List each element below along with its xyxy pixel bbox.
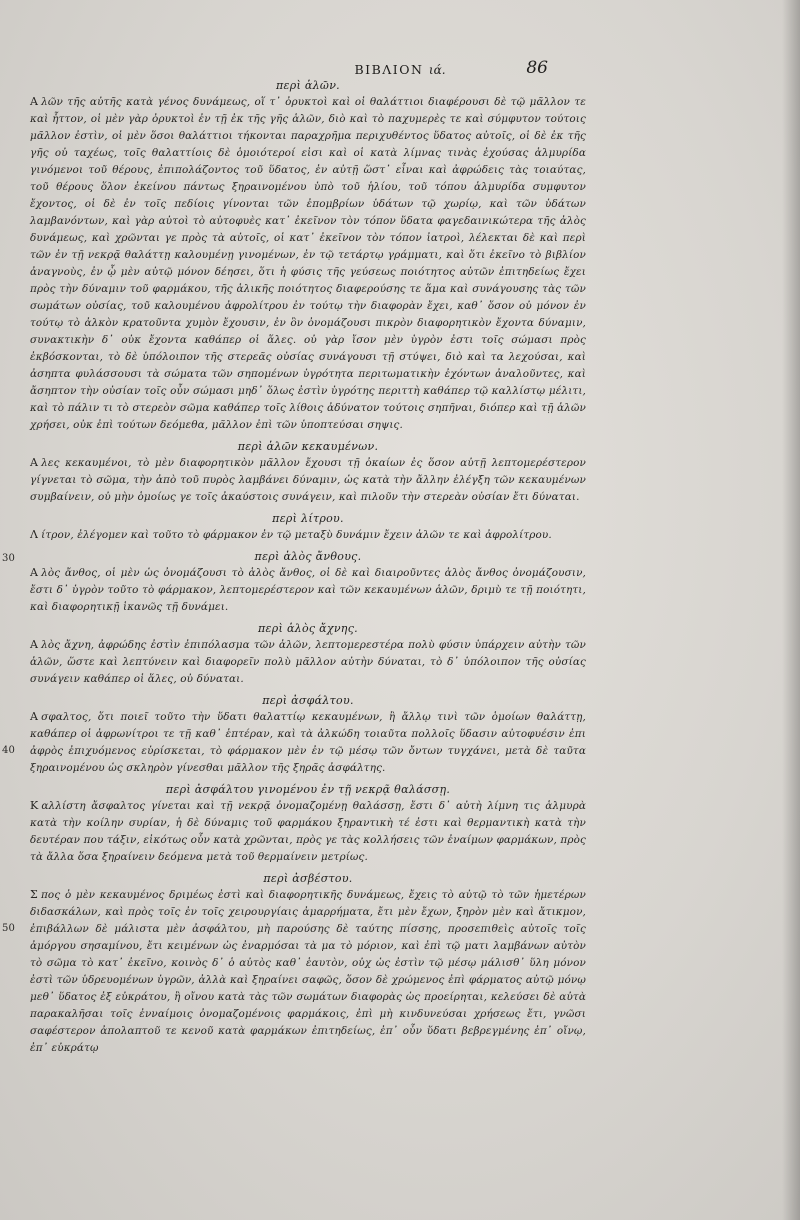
section-paragraph (30, 93, 586, 434)
running-head (0, 62, 800, 77)
paragraph-initial: Κ (30, 799, 39, 812)
section-heading: περὶ ἀσφάλτου γινομένου ἐν τῇ νεκρᾷ θαλάσσῃ. (165, 783, 451, 796)
paragraph-text: λες κεκαυμένοι, τὸ μὲν διαφορητικὸν μᾶλλον ἔχουσι τῇ ὀκαίων ἐς ὅσον αὐτῇ λεπτομερέστερον γίγνεται τὸ σῶμα, τὴν ἀπὸ τοῦ πυρὸς λαμβάνει δύναμιν, ὡς κατὰ τὴν ἄλλην ἐλέγξη τῶν κεκαυμένων συμβαίνειν, οὐ μὴν ὁμοίως γε τοῖς ἀκαύστοις συνάγειν, καὶ πιλοῦν τὴν στερεὰν οὐσίαν ἔτι δύναται. (30, 457, 586, 503)
paragraph-initial: Α (30, 710, 39, 723)
section-heading: περὶ λίτρου. (272, 512, 344, 525)
paragraph-initial: Σ (30, 888, 38, 901)
section-paragraph (30, 797, 586, 866)
section-paragraph (30, 454, 586, 506)
paragraph-text: ίτρον, ἐλέγομεν καὶ τοῦτο τὸ φάρμακον ἐν τῷ μεταξὺ δυνάμιν ἔχειν ἁλῶν τε καὶ ἀφρολίτρου. (41, 529, 552, 541)
section-paragraph (30, 526, 586, 544)
section-heading: περὶ ἁλὸς ἄχνης. (258, 622, 358, 635)
section-paragraph (2, 708, 586, 777)
paragraph-initial: Α (30, 638, 39, 651)
paragraph-initial: Λ (30, 528, 39, 541)
paragraph-text: αλλίστη ἄσφαλτος γίνεται καὶ τῇ νεκρᾷ ὀνομαζομένῃ θαλάσσῃ, ἔστι δ᾽ αὐτὴ λίμνη τις ἁλμυρὰ κατὰ τὴν κοίλην συρίαν, ἡ δὲ δύναμις τοῦ φαρμάκου ξηραντικὴ τέ ἐστι καὶ θερμαντικὴ κατὰ τὴν δευτέραν που τάξιν, εἰκότως οὖν κατὰ χρῶνται, πρὸς γε τὰς κολλήσεις τῶν ἐναίμων φαρμάκων, πρὸς τὰ ἄλλα ὅσα ξηραίνειν δεόμενα μετὰ τοῦ θερμαίνειν μετρίως. (30, 800, 586, 863)
paragraph-text: λὸς ἄχνη, ἀφρώδης ἐστὶν ἐπιπόλασμα τῶν ἁλῶν, λεπτομερεστέρα πολὺ φύσιν ὑπάρχειν αὐτὴν τῶν ἁλῶν, ὥστε καὶ λεπτύνειν καὶ διαφορεῖν πολὺ μᾶλλον αὐτὴν δύναται, τὸ δ᾽ ὑπόλοιπον τῆς οὐσίας συνάγειν καθάπερ οἱ ἅλες, οὐ δύναται. (30, 639, 586, 685)
section-heading: περὶ ἀσβέστου. (263, 872, 353, 885)
section-heading: περὶ ἀσφάλτου. (262, 694, 354, 707)
paragraph-text: λὸς ἄνθος, οἱ μὲν ὡς ὀνομάζουσι τὸ ἁλὸς ἄνθος, οἱ δὲ καὶ διαιροῦντες ἁλὸς ἄνθος ὀνομάζουσιν, ἔστι δ᾽ ὑγρὸν τοῦτο τὸ φάρμακον, λεπτομερέστερον καὶ τῶν κεκαυμένων ἁλῶν, δριμὺ τε τῇ ποιότητι, καὶ διαφορητικῇ ἱκανῶς τῇ δυνάμει. (30, 567, 586, 613)
paragraph-initial: Α (30, 95, 39, 108)
running-head-title: ΒΙΒΛΙΟΝ (354, 62, 424, 77)
paragraph-initial: Α (30, 456, 39, 469)
margin-line-number: 50 (2, 923, 16, 934)
page-number: 86 (526, 58, 548, 78)
margin-line-number: 30 (2, 553, 16, 564)
section-heading: περὶ ἁλῶν κεκαυμένων. (237, 440, 379, 453)
binding-shadow (782, 0, 800, 1220)
text-block (2, 78, 586, 1062)
paragraph-text: σφαλτος, ὅτι ποιεῖ τοῦτο τὴν ὕδατι θαλαττίῳ κεκαυμένων, ἢ ἄλλῳ τινὶ τῶν ὁμοίων θαλάττῃ, καθάπερ οἱ ἀφρωνίτροι τε τῇ καθ᾽ ἑπτέραν, καὶ τὰ ἀλκώδη τοιαῦτα πολλοῖς ὕδασιν αὐτοφυέσιν ἐπι ἀφρὸς ἐπιχυόμενος εὑρίσκεται, τὸ φάρμακον μὲν ἐν τῷ μέσῳ τῶν ὄντων τυγχάνει, μετὰ δὲ ταῦτα ξηραινομένου ὡς σκληρὸν γίνεσθαι μᾶλλον τῆς ξηρᾶς ἀσφάλτης. (30, 711, 586, 774)
book-number: ιά. (428, 63, 446, 77)
section-paragraph (2, 886, 586, 1057)
paragraph-text: πος ὁ μὲν κεκαυμένος δριμέως ἐστὶ καὶ διαφορητικῆς δυνάμεως, ἔχεις τὸ αὐτῷ τὸ τῶν ἡμετέρων διδασκάλων, καὶ πρὸς τοῖς ἐν τοῖς χειρουργίαις ἀμαρρήματα, ἔτι μὲν ἔχων, ξηρὸν μὲν καὶ ἄτικμον, ἐπιβάλλων δὲ μάλιστα μὲν ἀσφάλτου, μὴ παρούσης δὲ ταύτης πίσσης, προσεπιθεὶς αὐτοῖς τοῖς ἀμόργου σησαμίνου, ἔτι κειμένων ὡς ἐναρμόσαι τὰ μα τὸ μόριον, καὶ ἐπὶ τῷ ματι λαμβάνων αὐτὸν τὸ σῶμα τὸ κατ᾽ ἐκεῖνο, κοινὸς δ᾽ ὁ αὐτὸς καθ᾽ ἑαυτὸν, οὐχ ὡς ἐστὶν τῷ μέσῳ μάλισθ᾽ ὕλη μόνον ἐστὶ τῶν ὑδρευομένων ὑγρῶν, ἀλλὰ καὶ ξηραίνει σαφῶς, ὅσον δὲ χρώμενος ἐπὶ φάρματος αὐτῷ μόνῳ μεθ᾽ ὕδατος ἐξ εὐκράτου, ἢ οἴνου κατὰ τὰς τῶν σωμάτων διαφορὰς ὡς προείρηται, κελεύσει δὲ αὐτὰ παρακαλῆσαι τοῖς ἐνναίμοις ὀνομαζομένοις φαρμάκοις, ἐπὶ μὴ κινδυνεύσαι χρήσεως ἔτι, γνῶσι σαφέστερον ἀπολαπτοῦ τε κενοῦ κατὰ φαρμάκων ἐπιτηδείως, ἐπ᾽ οὖν ὕδατι βεβρεγμένης ἐπ᾽ οἴνῳ, ἐπ᾽ εὐκράτῳ (30, 889, 586, 1054)
paragraph-initial: Α (30, 566, 39, 579)
section-paragraph (30, 636, 586, 688)
section-heading: περὶ ἁλῶν. (276, 79, 340, 92)
section-heading: περὶ ἁλὸς ἄνθους. (254, 550, 362, 563)
margin-line-number: 40 (2, 745, 16, 756)
paragraph-text: λῶν τῆς αὐτῆς κατὰ γένος δυνάμεως, οἵ τ᾽ ὀρυκτοὶ καὶ οἱ θαλάττιοι διαφέρουσι δὲ τῷ μᾶλλον τε καὶ ἧττον, οἱ μὲν γὰρ ὀρυκτοὶ ἐν τῇ ἐκ τῆς γῆς ἁλῶν, διὸ καὶ τὸ παχυμερὲς τε καὶ σύμφυτον τούτοις μᾶλλον ἐστὶν, οἱ μὲν ὅσοι θαλάττιοι τήκονται παραχρῆμα περιχυθέντος ὕδατος αὐτοῖς, οἱ δὲ ἐκ τῆς γῆς οὐ ταχέως, τοῖς θαλαττίοις δὲ ὁμοιότεροί εἰσι καὶ οἱ κατὰ λίμνας τινὰς ἐχούσας ἁλμυρίδα γινόμενοι τοῦ θέρους, ἐπιπολάζοντος τοῦ ὕδατος, ἐν αὐτῇ ὥστ᾽ εἶναι καὶ ἀφρώδεις τὰς τοιαύτας, τοῦ θέρους ὅλον ἐκείνου πάντως ξηραινομένου ὑπὸ τοῦ ἡλίου, τοῦ τόπου ἁλμυρίδα συμφυτον ἔχοντος, οἱ δὲ ἐν τοῖς πεδίοις γίνονται τῶν ἐπομβρίων ὑδάτων τῷ χωρίῳ, καὶ τῶν ὑδάτων λαμβανόντων, καὶ γὰρ αὐτοὶ τὸ αὐτοφυὲς κατ᾽ ἐκεῖνον τὸν τόπον ὕδατα φαγεδαινικώτερα τῆς ἁλὸς δυνάμεως, καὶ χρῶνται γε πρὸς τὰ αὐτοῖς, οἱ κατ᾽ ἐκεῖνον τὸν τόπον ἰατροὶ, λέλεκται δὲ καὶ περὶ τῶν ἐν τῇ νεκρᾷ θαλάττῃ καλουμένῃ γινομένων, ἐν τῷ τετάρτῳ γράμματι, καὶ ὅτι ἐκεῖνο τὸ βιβλίον ἀναγνοὺς, ἐν ᾧ μὲν αὐτῷ μόνον δέησει, ὅτι ἡ φύσις τῆς γεύσεως ποιότητος αὐτῶν ἐπιτηδείως ἔχει πρὸς τὴν δύναμιν τοῦ φαρμάκου, τῆς ἁλικῆς ποιότητος διαφερούσης τε ἅμα καὶ συνάγουσης τὰς τῶν σωμάτων οὐσίας, τοῦ καλουμένου ἀφρολίτρου ἐν τούτῳ τὴν διαφορὰν ἔχει, καθ᾽ ὅσον οὐ μόνον ἐν τούτῳ τὸ ἀλκὸν κρατοῦντα χυμὸν ἔχουσιν, ἐν ὃν ὀνομάζουσι πικρὸν διαφορητικὸν ἔχοντα δύναμιν, συνακτικὴν δ᾽ οὐκ ἔχοντα καθάπερ οἱ ἅλες. οὐ γὰρ ἴσον μὲν ὑγρὸν ἐστι τοῖς σώμασι πρὸς ἐκβόσκονται, τὸ δὲ ὑπόλοιπον τῆς στερεᾶς οὐσίας συνάγουσι τῇ στύψει, διὸ καὶ τα λεχούσαι, καὶ ἀσηπτα φυλάσσουσι τὰ σώματα τῶν σηπομένων ὑγρότητα περιτωματικὴν ἐχόντων ἀναλοῦντες, καὶ ἄσηπτον τὴν οὐσίαν τοῖς οὖν σώμασι μηδ᾽ ὅλως ἐστὶν ὑγρότης περιττὴ καθάπερ τῷ καλλίστῳ μέλιτι, καὶ τὸ πάλιν τι τὸ στερεὸν σῶμα καθάπερ τοῖς λίθοις ἀδύνατον τούτοις σηπῆναι, διόπερ καὶ τῇ ἁλῶν χρήσει, οὐκ ἐπὶ τούτων δεόμεθα, μᾶλλον ἐπὶ τῶν ὑποπτεύσαι σηψις. (30, 96, 586, 431)
